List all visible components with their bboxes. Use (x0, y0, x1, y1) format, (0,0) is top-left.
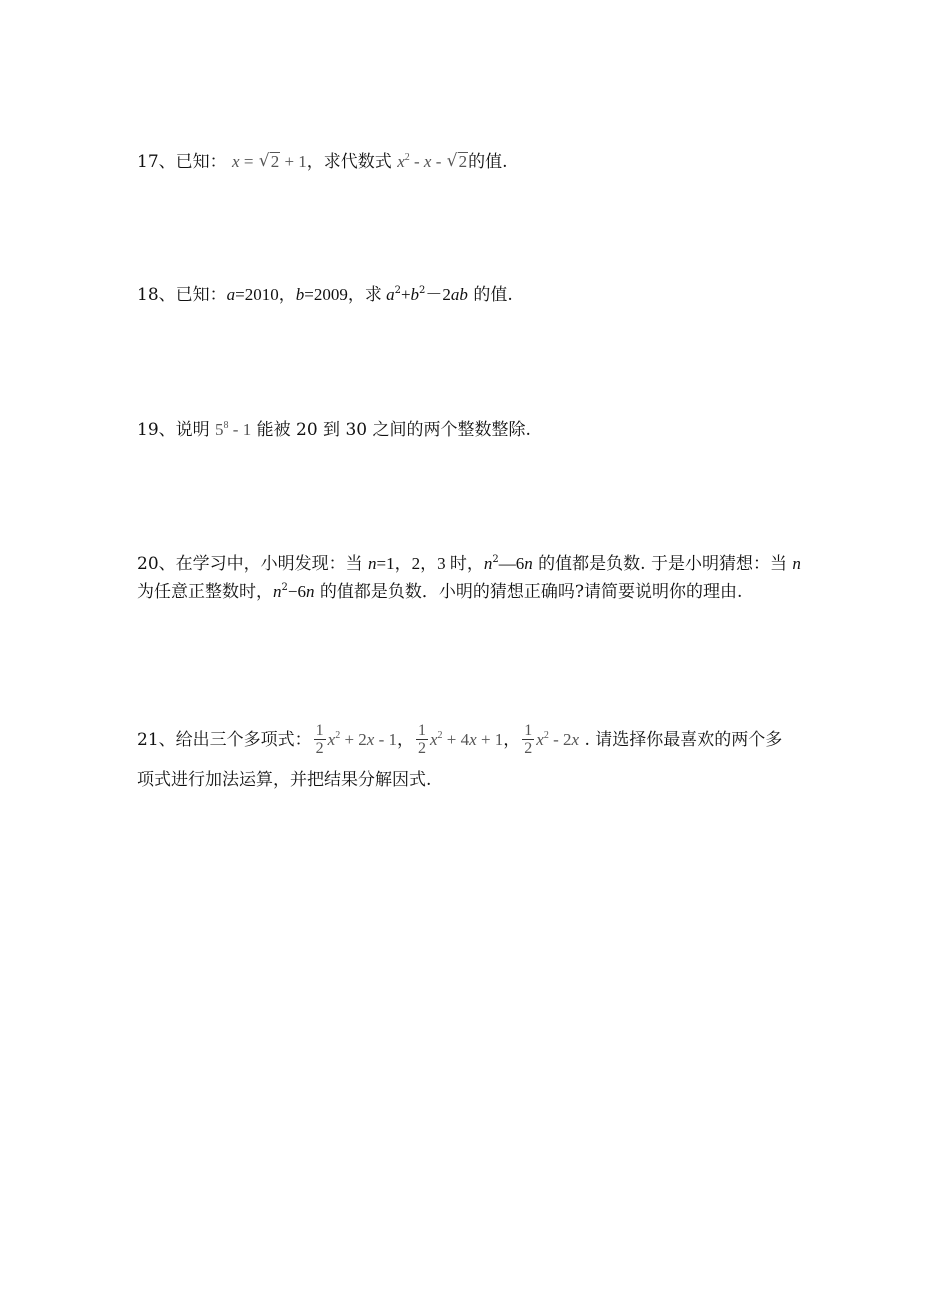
question-text: =2010， (235, 285, 296, 304)
math-exponent: 2 (492, 554, 499, 565)
math-variable: x (423, 152, 432, 171)
question-line (137, 720, 782, 760)
math-exponent: 2 (335, 730, 341, 741)
question-line (137, 578, 801, 606)
question-line (137, 550, 801, 578)
math-exponent: 2 (419, 285, 426, 296)
math-variable: n (483, 554, 493, 573)
fraction-denominator: 2 (315, 740, 324, 757)
math-operator: －2 (425, 285, 451, 304)
math-operator: - 1 (228, 420, 252, 439)
math-variable: x (430, 730, 438, 749)
question-line: 项式进行加法运算，并把结果分解因式. (137, 770, 432, 790)
math-operator: −6 (287, 582, 306, 601)
math-variable: x (366, 730, 375, 749)
question-number: 21、 (137, 730, 176, 750)
math-operator: + 1 (476, 730, 504, 749)
math-operator: —6 (498, 554, 525, 573)
math-exponent: 2 (543, 730, 549, 741)
question-text: =2009，求 (304, 285, 387, 304)
math-variable: n (792, 554, 801, 573)
question-text: 能被 20 到 30 之间的两个整数整除. (251, 420, 531, 440)
question-number: 20、 (137, 554, 176, 574)
math-exponent: 2 (437, 730, 443, 741)
question-number: 17、 (137, 152, 176, 172)
fraction-one-half (416, 722, 428, 757)
separator: ， (397, 730, 414, 750)
math-variable: n (524, 554, 533, 573)
sqrt-radicand: 2 (458, 152, 468, 171)
math-operator: - (431, 152, 446, 171)
question-text: 说明 (175, 420, 216, 440)
math-variable: b (410, 285, 420, 304)
math-variable: n (305, 582, 315, 601)
question-18 (137, 281, 513, 309)
question-21 (137, 720, 782, 794)
question-text: . 请选择你最喜欢的两个多 (579, 730, 783, 750)
fraction-denominator: 2 (418, 740, 426, 757)
question-text: 已知： (175, 285, 227, 305)
sqrt-symbol: √ 2 (446, 151, 468, 171)
math-operator: = (239, 152, 258, 171)
math-operator: - (409, 152, 424, 171)
math-operator: - 1 (374, 730, 397, 749)
fraction-numerator: 1 (418, 722, 426, 739)
fraction-numerator: 1 (524, 722, 533, 739)
math-operator: + 4 (442, 730, 470, 749)
math-base: 5 (215, 420, 224, 439)
question-text: 的值都是负数. 于是小明猜想：当 (532, 554, 793, 574)
separator: ， (503, 730, 521, 750)
question-number: 19、 (137, 420, 176, 440)
math-variable: x (469, 730, 477, 749)
question-text: 给出三个多项式： (175, 730, 312, 750)
math-exponent: 2 (394, 285, 401, 296)
question-text: 在学习中，小明发现：当 (175, 554, 369, 574)
math-variable: x (232, 152, 240, 171)
fraction-one-half (522, 722, 534, 757)
question-text: 的值. (467, 285, 513, 305)
question-text: =1，2，3 时， (376, 554, 484, 573)
question-text: 为任意正整数时， (137, 582, 273, 602)
math-exponent: 8 (223, 420, 229, 431)
math-variable: b (295, 285, 305, 304)
math-variable: x (571, 730, 580, 749)
question-19 (137, 416, 531, 444)
fraction-numerator: 1 (315, 722, 324, 739)
sqrt-radicand: 2 (270, 152, 280, 171)
question-text: ，求代数式 (306, 152, 392, 172)
question-17 (137, 148, 508, 176)
math-exponent: 2 (404, 152, 410, 163)
fraction-one-half (314, 722, 326, 757)
math-variable: n (273, 582, 282, 601)
question-text: 已知： (175, 152, 227, 172)
math-operator: + 1 (280, 152, 307, 171)
question-number: 18、 (137, 285, 176, 305)
math-variable: n (368, 554, 377, 573)
question-text: 的值都是负数．小明的猜想正确吗?请简要说明你的理由. (314, 582, 743, 602)
math-variable: a (386, 285, 395, 304)
sqrt-symbol: √ 2 (258, 151, 280, 171)
math-variable: x (536, 730, 544, 749)
fraction-denominator: 2 (524, 740, 533, 757)
math-variable: x (327, 730, 336, 749)
math-operator: + (400, 285, 411, 304)
question-20 (137, 550, 801, 606)
math-variable: x (397, 152, 405, 171)
math-variable: a (226, 285, 236, 304)
math-operator: - 2 (548, 730, 572, 749)
question-text: 的值. (468, 152, 508, 172)
math-exponent: 2 (281, 582, 288, 593)
math-variable: ab (450, 285, 468, 304)
math-operator: + 2 (340, 730, 367, 749)
